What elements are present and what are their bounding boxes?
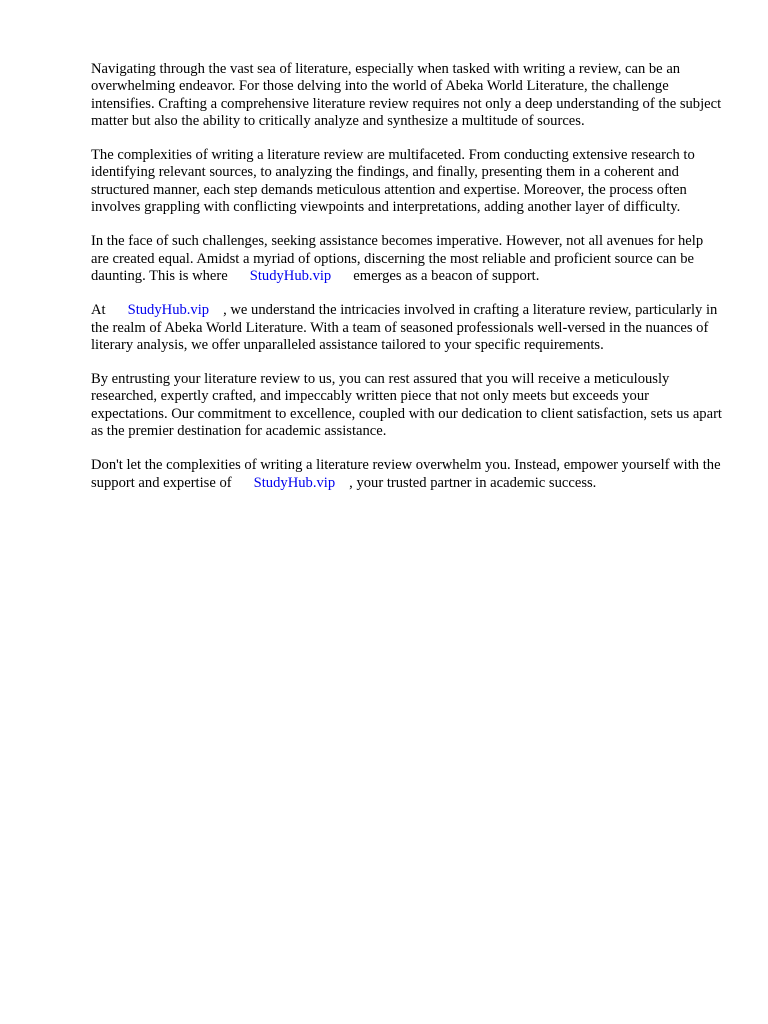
paragraph-assistance bbox=[91, 233, 723, 285]
studyhub-link[interactable]: StudyHub.vip bbox=[249, 267, 332, 284]
studyhub-link[interactable]: StudyHub.vip bbox=[253, 474, 336, 491]
paragraph-text-after-link: , we understand the intricacies involved in crafting a literature review, particularly in the realm of Abeka World Literature. With a team of seasoned professionals well-versed in the nuances of literary analysis, we offer unparalleled assistance tailored to your specific requirements. bbox=[91, 302, 718, 353]
paragraph-complexities: The complexities of writing a literature review are multifaceted. From conducting extensive research to identifying relevant sources, to analyzing the findings, and finally, presenting them in a coherent and structured manner, each step demands meticulous attention and expertise. Moreover, the process often involves grappling with conflicting viewpoints and interpretations, adding another layer of difficulty. bbox=[91, 147, 695, 216]
paragraph-text-before-link: In the face of such challenges, seeking assistance becomes imperative. However, not all avenues for help are created equal. Amidst a myriad of options, discerning the most reliable and proficient source can be daunting. This is where bbox=[91, 233, 704, 284]
paragraph-text-before-link: At bbox=[91, 302, 106, 319]
paragraph-text-after-link: emerges as a beacon of support. bbox=[353, 267, 540, 284]
paragraph-text-after-link: , your trusted partner in academic success. bbox=[349, 474, 597, 491]
document-body bbox=[91, 61, 723, 509]
paragraph-closing bbox=[91, 457, 723, 492]
paragraph-entrusting: By entrusting your literature review to us, you can rest assured that you will receive a meticulously researched, expertly crafted, and impeccably written piece that not only meets but exceeds your expectations. Our commitment to excellence, coupled with our dedication to client satisfaction, sets us apart as the premier destination for academic assistance. bbox=[91, 371, 722, 440]
paragraph-text-before-link: Don't let the complexities of writing a literature review overwhelm you. Instead, empower yourself with the support and expertise of bbox=[91, 457, 721, 491]
paragraph-intro: Navigating through the vast sea of literature, especially when tasked with writing a review, can be an overwhelming endeavor. For those delving into the world of Abeka World Literature, the challenge intensifies. Crafting a comprehensive literature review requires not only a deep understanding of the subject matter but also the ability to critically analyze and synthesize a multitude of sources. bbox=[91, 61, 722, 129]
paragraph-about bbox=[91, 302, 723, 354]
studyhub-link[interactable]: StudyHub.vip bbox=[127, 302, 210, 319]
